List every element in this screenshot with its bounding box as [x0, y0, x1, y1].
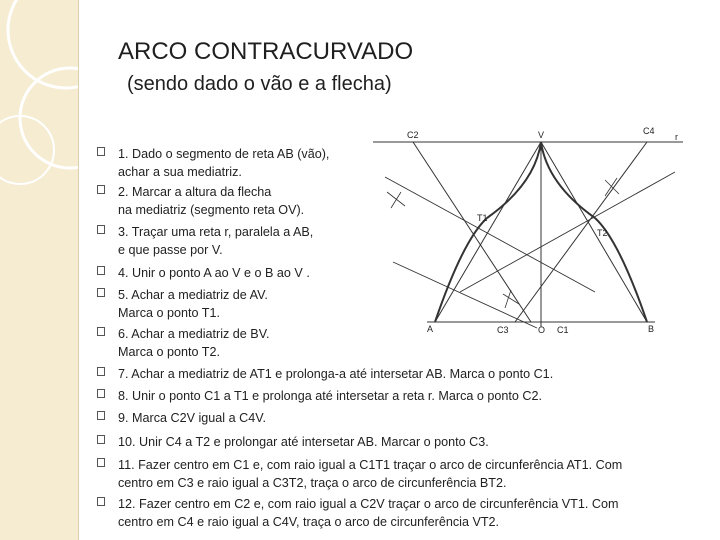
label-c4: C4	[643, 126, 655, 136]
step-text: 11. Fazer centro em C1 e, com raio igual a C1T1 traçar o arco de circunferência AT1. Com centro em C3 e raio igual a C3T2, traça o arco de circunferência BT2.	[118, 458, 623, 490]
label-o: O	[538, 325, 546, 335]
step-text: 12. Fazer centro em C2 e, com raio igual a C2V traçar o arco de circunferência VT1. Com centro em C4 e raio igual a C4V, traça o arco de circunferência VT2.	[118, 497, 619, 529]
arc-vt2	[541, 142, 595, 218]
arc-at1	[435, 218, 487, 322]
step-text: 9. Marca C2V igual a C4V.	[118, 411, 266, 425]
perpendicular-bv	[460, 172, 675, 292]
label-c2: C2	[407, 130, 419, 140]
bullet-icon	[97, 389, 105, 398]
step-text: 10. Unir C4 a T2 e prolongar até intersetar AB. Marcar o ponto C3.	[118, 435, 489, 449]
label-b: B	[648, 324, 655, 334]
slide-subtitle: (sendo dado o vão e a flecha)	[127, 73, 392, 95]
label-a: A	[427, 324, 434, 334]
bullet-icon	[97, 411, 105, 420]
step-text: 3. Traçar uma reta r, paralela a AB, e que passe por V.	[118, 225, 314, 257]
line-c4-c3	[515, 142, 647, 322]
step-text: 6. Achar a mediatriz de BV. Marca o ponto T2.	[118, 327, 270, 359]
line-c2-c1	[413, 142, 531, 322]
arc-vt1	[487, 142, 541, 218]
bullet-icon	[97, 327, 105, 336]
label-r: r	[675, 132, 678, 142]
label-c3: C3	[497, 325, 509, 335]
bullet-icon	[97, 367, 105, 376]
bullet-icon	[97, 225, 105, 234]
line-bv	[541, 142, 647, 322]
bullet-icon	[97, 147, 105, 156]
construction-figure	[365, 122, 695, 342]
tick-mark	[503, 290, 519, 308]
label-c1: C1	[557, 325, 569, 335]
step-text: 1. Dado o segmento de reta AB (vão), achar a sua mediatriz.	[118, 147, 330, 179]
decorative-circles	[0, 0, 78, 540]
step-text: 5. Achar a mediatriz de AV. Marca o ponto T1.	[118, 288, 268, 320]
bullet-icon	[97, 288, 105, 297]
bullet-icon	[97, 266, 105, 275]
bullet-icon	[97, 435, 105, 444]
bullet-icon	[97, 458, 105, 467]
line-av	[435, 142, 541, 322]
step-text: 7. Achar a mediatriz de AT1 e prolonga-a até intersetar AB. Marca o ponto C1.	[118, 367, 554, 381]
label-t2: T2	[597, 228, 608, 238]
bullet-icon	[97, 185, 105, 194]
slide-title: ARCO CONTRACURVADO	[118, 38, 414, 65]
decorative-sidebar	[0, 0, 79, 540]
label-t1: T1	[477, 213, 488, 223]
step-text: 4. Unir o ponto A ao V e o B ao V .	[118, 266, 310, 280]
step-text: 8. Unir o ponto C1 a T1 e prolonga até intersetar a reta r. Marca o ponto C2.	[118, 389, 542, 403]
tick-mark	[387, 192, 405, 208]
label-v: V	[538, 130, 545, 140]
step-text: 2. Marcar a altura da flecha na mediatriz (segmento reta OV).	[118, 185, 305, 217]
tick-mark	[605, 178, 619, 196]
bullet-icon	[97, 497, 105, 506]
